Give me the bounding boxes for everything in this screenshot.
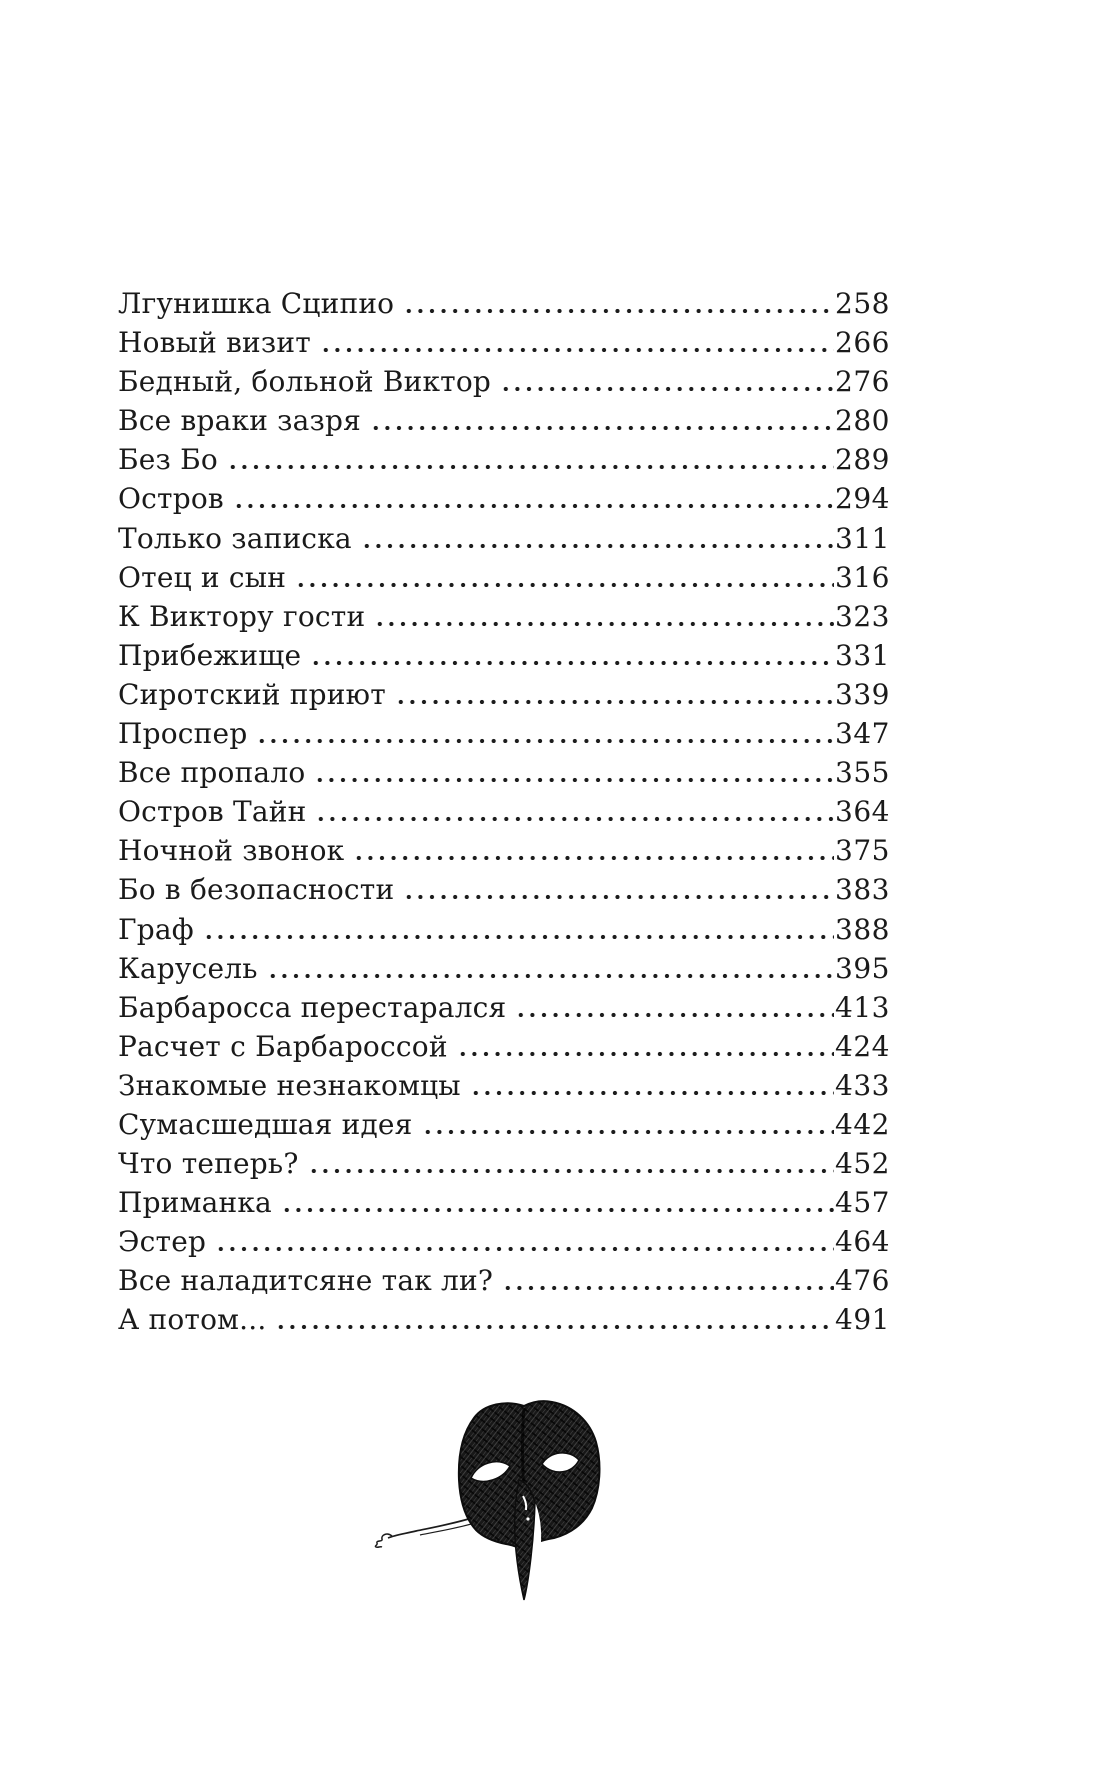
toc-entry (118, 558, 890, 597)
dot-leader (279, 1206, 834, 1212)
dot-leader (455, 1050, 834, 1056)
toc-entry (118, 597, 890, 636)
toc-entry-title: Приманка (118, 1186, 272, 1220)
toc-entry-page-number: 347 (835, 717, 890, 751)
toc-entry (118, 362, 890, 401)
dot-leader (273, 1323, 834, 1329)
dot-leader (468, 1089, 834, 1095)
venetian-bird-mask-illustration (372, 1392, 652, 1622)
dot-leader (312, 776, 834, 782)
toc-entry-title: Все наладитсяне так ли? (118, 1264, 494, 1298)
toc-entry (118, 714, 890, 753)
dot-leader (368, 424, 834, 430)
toc-entry (118, 440, 890, 479)
dot-leader (372, 620, 834, 626)
toc-entry-page-number: 433 (835, 1068, 890, 1102)
toc-entry-page-number: 258 (835, 287, 890, 320)
beak-speck (526, 1517, 529, 1520)
toc-entry (118, 910, 890, 949)
toc-entry-page-number: 316 (835, 560, 890, 594)
toc-entry-title: Что теперь? (118, 1147, 299, 1181)
toc-entry-title: К Виктору гости (118, 599, 366, 633)
toc-entry-title: Карусель (118, 951, 258, 985)
toc-entry-title: Сиротский приют (118, 677, 386, 711)
toc-entry (118, 753, 890, 792)
toc-entry-title: Только записка (118, 521, 352, 555)
toc-entry (118, 870, 890, 909)
dot-leader (351, 854, 834, 860)
dot-leader (225, 463, 834, 469)
toc-entry-title: Без Бо (118, 443, 218, 477)
dot-leader (359, 542, 834, 548)
dot-leader (513, 1011, 834, 1017)
toc-entry (118, 1222, 890, 1261)
toc-entry-page-number: 491 (835, 1303, 890, 1337)
toc-entry-page-number: 311 (835, 521, 890, 555)
toc-entry (118, 1261, 890, 1300)
toc-entry (118, 1027, 890, 1066)
toc-entry (118, 1183, 890, 1222)
dot-leader (313, 815, 834, 821)
toc-entry-title: Все враки зазря (118, 404, 361, 438)
toc-entry-page-number: 457 (835, 1186, 890, 1220)
toc-entry-page-number: 424 (835, 1029, 890, 1063)
toc-entry-title: Остров Тайн (118, 795, 307, 829)
toc-entry (118, 323, 890, 362)
toc-entry-title: Ночной звонок (118, 834, 345, 868)
dot-leader (308, 659, 834, 665)
toc-entry-title: Знакомые незнакомцы (118, 1068, 461, 1102)
dot-leader (401, 307, 834, 313)
dot-leader (500, 1284, 834, 1290)
toc-entry-page-number: 395 (835, 951, 890, 985)
toc-entry (118, 949, 890, 988)
toc-entry-page-number: 339 (835, 677, 890, 711)
toc-entry-page-number: 331 (835, 638, 890, 672)
toc-entry-title: Проспер (118, 717, 248, 751)
toc-entry-title: Эстер (118, 1225, 207, 1259)
toc-entry-title: Прибежище (118, 638, 302, 672)
toc-entry-page-number: 355 (835, 756, 890, 790)
toc-entry (118, 1105, 890, 1144)
toc-entry-page-number: 388 (835, 912, 890, 946)
dot-leader (318, 346, 834, 352)
toc-entry (118, 636, 890, 675)
toc-entry-page-number: 476 (835, 1264, 890, 1298)
toc-entry-title: Бедный, больной Виктор (118, 365, 492, 399)
toc-entry (118, 519, 890, 558)
toc-entry (118, 401, 890, 440)
toc-entry (118, 1066, 890, 1105)
dot-leader (213, 1245, 834, 1251)
dot-leader (254, 737, 834, 743)
mask-string (375, 1518, 475, 1547)
toc-entry-title: Расчет с Барбароссой (118, 1029, 448, 1063)
toc-entry-page-number: 266 (835, 326, 890, 360)
toc-entry-title: Остров (118, 482, 224, 516)
toc-entry (118, 1300, 890, 1339)
toc-entry-page-number: 294 (835, 482, 890, 516)
toc-entry-title: Бо в безопасности (118, 873, 395, 907)
dot-leader (498, 385, 834, 391)
toc-entry (118, 831, 890, 870)
dot-leader (201, 933, 834, 939)
dot-leader (420, 1128, 835, 1134)
toc-entry (118, 988, 890, 1027)
dot-leader (231, 502, 834, 508)
toc-entry-page-number: 280 (835, 404, 890, 438)
toc-entry-page-number: 413 (835, 990, 890, 1024)
table-of-contents (118, 284, 890, 1340)
toc-entry (118, 792, 890, 831)
toc-entry-title: Новый визит (118, 326, 311, 360)
toc-entry (118, 675, 890, 714)
toc-entry-title: Отец и сын (118, 560, 287, 594)
toc-entry (118, 479, 890, 518)
dot-leader (293, 581, 834, 587)
toc-entry-page-number: 383 (835, 873, 890, 907)
toc-entry-page-number: 464 (835, 1225, 890, 1259)
toc-entry-title: Лгунишка Сципио (118, 287, 395, 320)
dot-leader (265, 972, 834, 978)
dot-leader (306, 1167, 834, 1173)
toc-entry (118, 1144, 890, 1183)
toc-entry-page-number: 289 (835, 443, 890, 477)
toc-entry-title: Сумасшедшая идея (118, 1107, 413, 1141)
toc-entry-page-number: 442 (835, 1107, 890, 1141)
toc-entry-page-number: 375 (835, 834, 890, 868)
toc-entry-title: А потом... (118, 1303, 267, 1337)
dot-leader (393, 698, 834, 704)
toc-entry-page-number: 452 (835, 1147, 890, 1181)
toc-entry-title: Граф (118, 912, 194, 946)
toc-entry-page-number: 364 (835, 795, 890, 829)
toc-entry-page-number: 276 (835, 365, 890, 399)
toc-entry (118, 284, 890, 323)
dot-leader (401, 893, 834, 899)
toc-entry-title: Барбаросса перестарался (118, 990, 507, 1024)
toc-entry-page-number: 323 (835, 599, 890, 633)
toc-entry-title: Все пропало (118, 756, 306, 790)
